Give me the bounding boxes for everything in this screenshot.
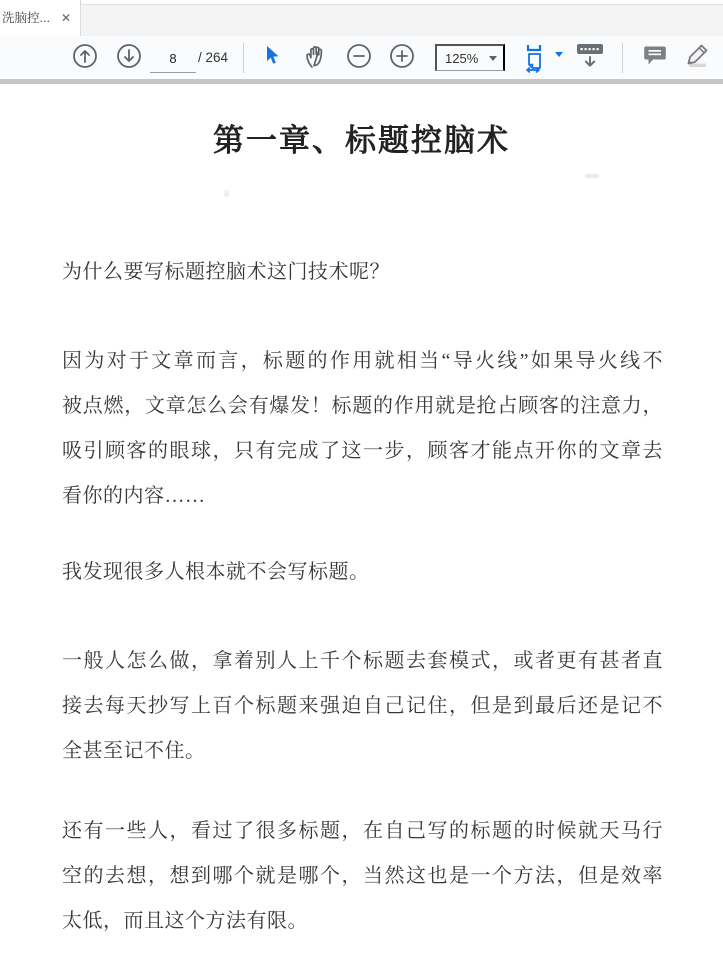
document-line: 为什么要写标题控脑术这门技术呢？ xyxy=(62,261,390,283)
comment-button[interactable] xyxy=(642,44,668,70)
toolbar-download-icon xyxy=(575,42,605,73)
select-tool-button[interactable] xyxy=(259,44,285,70)
page-number-input[interactable] xyxy=(150,45,196,73)
paragraph xyxy=(62,639,663,774)
document-line: 一般人怎么做，拿着别人上千个标题去套模式，或者更有甚者直 xyxy=(62,650,663,672)
hand-tool-button[interactable] xyxy=(302,44,328,70)
paragraph xyxy=(62,550,663,595)
document-tab[interactable] xyxy=(0,0,81,36)
previous-page-button[interactable] xyxy=(72,44,98,70)
scan-artifact xyxy=(585,174,599,178)
main-toolbar xyxy=(0,36,723,79)
tab-bar xyxy=(0,0,723,37)
toolbar-separator xyxy=(243,43,244,73)
circle-minus-icon xyxy=(346,43,372,72)
close-icon[interactable]: ✕ xyxy=(60,11,72,25)
document-line: 太低，而且这个方法有限。 xyxy=(62,910,308,932)
paragraph xyxy=(62,250,663,295)
chevron-down-icon xyxy=(489,56,497,61)
pencil-icon xyxy=(684,42,711,72)
paragraph xyxy=(62,339,663,519)
document-line: 我发现很多人根本就不会写标题。 xyxy=(62,561,370,583)
paragraph xyxy=(62,809,663,944)
cursor-arrow-icon xyxy=(263,45,281,70)
pdf-page xyxy=(0,84,723,961)
document-line: 全甚至记不住。 xyxy=(62,740,206,762)
page-count-label: / 264 xyxy=(198,50,229,65)
zoom-out-button[interactable] xyxy=(346,44,372,70)
document-line: 被点燃，文章怎么会有爆发！标题的作用就是抢占顾客的注意力， xyxy=(62,395,663,417)
next-page-button[interactable] xyxy=(116,44,142,70)
page-fit-button[interactable] xyxy=(524,43,566,73)
document-line: 吸引顾客的眼球，只有完成了这一步，顾客才能点开你的文章去 xyxy=(62,440,663,462)
speech-bubble-icon xyxy=(642,43,668,72)
tab-strip-background xyxy=(80,4,723,36)
fit-width-page-icon xyxy=(524,43,550,76)
document-line: 接去每天抄写上百个标题来强迫自己记住，但是到最后还是记不 xyxy=(62,695,663,717)
document-line: 看你的内容…… xyxy=(62,485,206,507)
tab-title: 洗脑控... xyxy=(2,11,50,25)
zoom-in-button[interactable] xyxy=(389,44,415,70)
zoom-level-value: 125% xyxy=(445,51,479,66)
circle-arrow-up-icon xyxy=(72,43,98,72)
chevron-down-icon xyxy=(555,52,563,57)
hand-icon xyxy=(303,43,327,72)
document-line: 因为对于文章而言，标题的作用就相当“导火线”如果导火线不 xyxy=(62,350,663,372)
toolbar-separator xyxy=(622,43,623,73)
circle-arrow-down-icon xyxy=(116,43,142,72)
document-line: 空的去想，想到哪个就是哪个，当然这也是一个方法，但是效率 xyxy=(62,865,663,887)
toolbar-menu-button[interactable] xyxy=(574,44,606,70)
sign-button[interactable] xyxy=(684,44,710,70)
document-line: 还有一些人，看过了很多标题，在自己写的标题的时候就天马行 xyxy=(62,820,663,842)
scan-artifact xyxy=(224,190,229,197)
zoom-level-select[interactable] xyxy=(435,44,505,71)
chapter-title: 第一章、标题控脑术 xyxy=(213,123,510,158)
circle-plus-icon xyxy=(389,43,415,72)
